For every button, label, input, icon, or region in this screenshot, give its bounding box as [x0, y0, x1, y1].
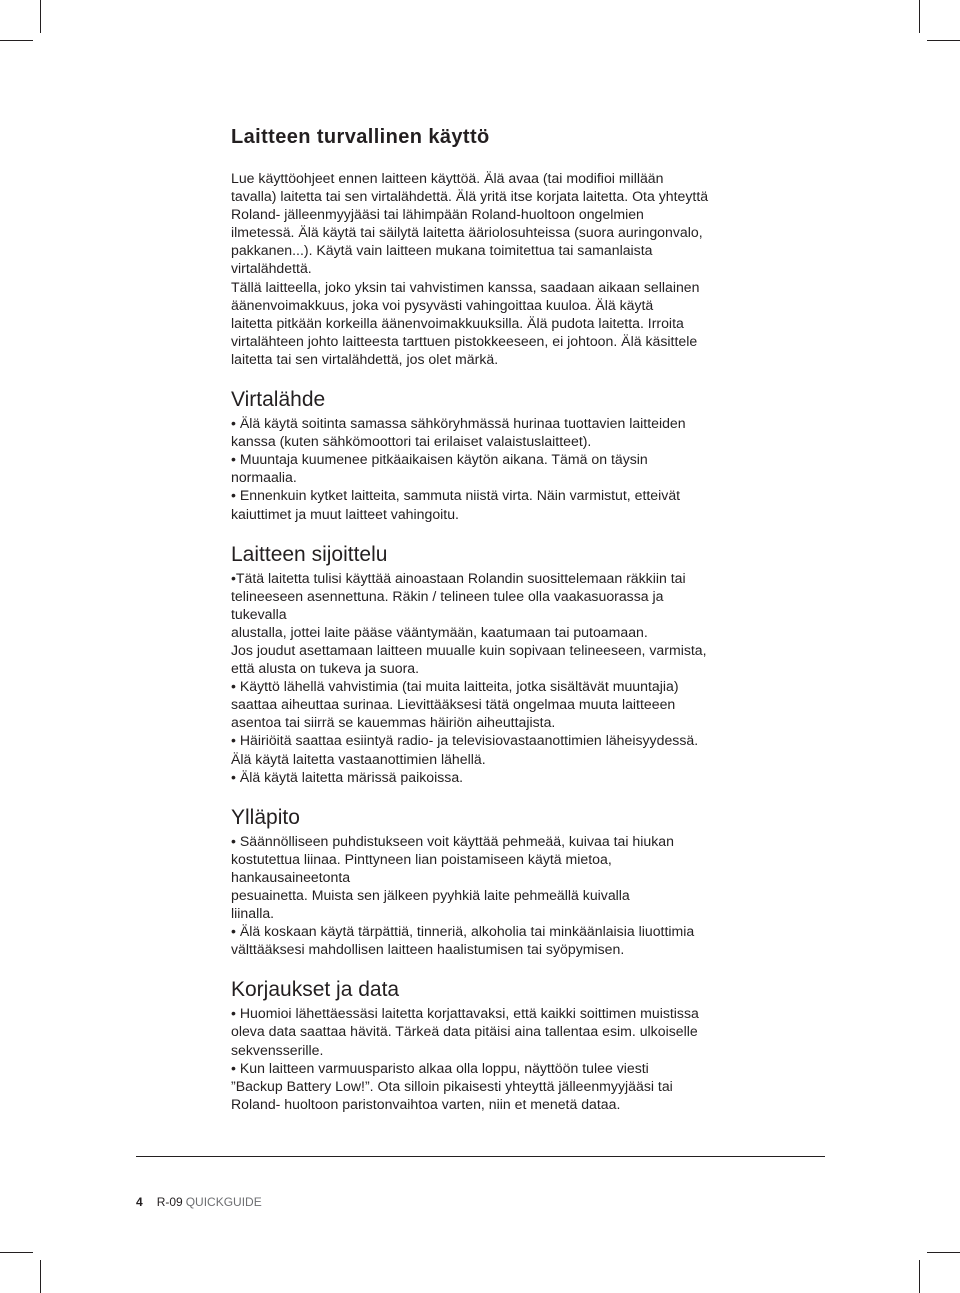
crop-mark [0, 40, 33, 41]
text-line: ilmetessä. Älä käytä tai säilytä laitetta ääriolosuhteissa (suora auringonvalo, [231, 224, 703, 241]
text-line: alustalla, jottei laite pääse vääntymään, kaatumaan tai putoamaan. [231, 623, 648, 640]
text-line: tavalla) laitetta tai sen virtalähdettä. Älä yritä itse korjata laitetta. Ota yhteyttä [231, 188, 709, 205]
section-laitteen-sijoittelu [231, 542, 791, 786]
footer-guide-label: QUICKGUIDE [185, 1195, 262, 1209]
section-virtalahde [231, 387, 791, 523]
section-heading: Laitteen sijoittelu [231, 542, 388, 566]
crop-mark [40, 1260, 41, 1293]
text-line: • Huomioi lähettäessäsi laitetta korjattavaksi, että kaikki soittimen muistissa [231, 1005, 699, 1022]
text-line: välttääksesi mahdollisen laitteen haalistumisen tai syöpymisen. [231, 941, 625, 958]
footer-model: R-09 [156, 1195, 183, 1209]
text-line: normaalia. [231, 469, 297, 486]
text-line: pakkanen...). Käytä vain laitteen mukana toimitettua tai samanlaista [231, 242, 653, 259]
crop-mark [927, 40, 960, 41]
text-line: äänenvoimakkuus, joka voi pysyvästi vahingoittaa kuuloa. Älä käytä [231, 296, 654, 313]
text-line: saattaa aiheuttaa surinaa. Lievittääksesi tätä ongelmaa muuta laitteeen [231, 696, 676, 713]
text-line: •Tätä laitetta tulisi käyttää ainoastaan Rolandin suosittelemaan räkkiin tai [231, 569, 686, 586]
text-line: oleva data saattaa hävitä. Tärkeä data pitäisi aina tallentaa esim. ulkoiselle [231, 1023, 698, 1040]
text-line: virtalähdettä. [231, 260, 312, 277]
text-line: • Älä käytä soitinta samassa sähköryhmässä hurinaa tuottavien laitteiden [231, 415, 686, 432]
crop-mark [919, 1260, 920, 1293]
text-line: • Kun laitteen varmuusparisto alkaa olla loppu, näyttöön tulee viesti [231, 1059, 649, 1076]
text-line: hankausaineetonta [231, 868, 351, 885]
text-line: virtalähteen johto laitteesta tarttuen pistokkeeseen, ei johtoon. Älä käsittele [231, 332, 698, 349]
text-line: • Älä käytä laitetta märissä paikoissa. [231, 768, 464, 785]
page-content [231, 126, 791, 1113]
page-number: 4 [136, 1195, 143, 1209]
section-korjaukset-ja-data [231, 977, 791, 1113]
text-line: asentoa tai siirrä se kauemmas häiriön aiheuttajista. [231, 714, 556, 731]
text-line: Jos joudut asettamaan laitteen muualle kuin sopivaan telineeseen, varmista, [231, 641, 707, 658]
text-line: Roland- jälleenmyyjääsi tai lähimpään Roland-huoltoon ongelmien [231, 206, 644, 223]
text-line: sekvensserille. [231, 1041, 324, 1058]
text-line: • Käyttö lähellä vahvistimia (tai muita laitteita, jotka sisältävät muuntajia) [231, 678, 679, 695]
text-line: pesuainetta. Muista sen jälkeen pyyhkiä laite pehmeällä kuivalla [231, 887, 630, 903]
page-title: Laitteen turvallinen käyttö [231, 126, 490, 148]
text-line: telineeseen asennettuna. Räkin / telineen tulee olla vaakasuorassa ja [231, 587, 664, 604]
crop-mark [927, 1252, 960, 1253]
text-line: • Ennenkuin kytket laitteita, sammuta niistä virta. Näin varmistut, etteivät [231, 487, 681, 504]
text-line: laitetta pitkään korkeilla äänenvoimakkuuksilla. Älä pudota laitetta. Irroita [231, 314, 684, 331]
text-line: kostutettua liinaa. Pinttyneen lian poistamiseen käytä mietoa, [231, 850, 612, 867]
text-line: Älä käytä laitetta vastaanottimien lähellä. [231, 750, 486, 767]
text-line: laitetta tai sen virtalähdettä, jos olet märkä. [231, 350, 499, 367]
footer-divider [136, 1156, 825, 1157]
text-line: tukevalla [231, 605, 287, 622]
text-line: • Häiriöitä saattaa esiintyä radio- ja televisiovastaanottimien läheisyydessä. [231, 732, 699, 749]
text-line: että alusta on tukeva ja suora. [231, 660, 420, 677]
section-heading: Korjaukset ja data [231, 978, 400, 1002]
text-line: Roland- huoltoon paristonvaihtoa varten, niin et menetä dataa. [231, 1095, 621, 1112]
crop-mark [919, 0, 920, 33]
section-heading: Virtalähde [231, 388, 326, 412]
text-line: Tällä laitteella, joko yksin tai vahvistimen kanssa, saadaan aikaan sellainen [231, 278, 700, 295]
text-line: kanssa (kuten sähkömoottori tai erilaiset valaistuslaitteet). [231, 433, 592, 450]
crop-mark [0, 1252, 33, 1253]
text-line: kaiuttimet ja muut laitteet vahingoitu. [231, 505, 459, 522]
text-line: ”Backup Battery Low!”. Ota silloin pikaisesti yhteyttä jälleenmyyjääsi tai [231, 1077, 673, 1094]
page-footer [136, 1195, 262, 1209]
text-line: • Säännölliseen puhdistukseen voit käyttää pehmeää, kuivaa tai hiukan [231, 832, 674, 849]
section-heading: Ylläpito [231, 805, 300, 829]
section-yllapito [231, 805, 791, 959]
text-line: • Muuntaja kuumenee pitkäaikaisen käytön aikana. Tämä on täysin [231, 451, 648, 468]
text-line: Lue käyttöohjeet ennen laitteen käyttöä. Älä avaa (tai modifioi millään [231, 170, 664, 186]
intro-text [231, 169, 791, 368]
crop-mark [40, 0, 41, 33]
text-line: liinalla. [231, 905, 275, 922]
text-line: • Älä koskaan käytä tärpättiä, tinneriä, alkoholia tai minkäänlaisia liuottimia [231, 923, 695, 940]
